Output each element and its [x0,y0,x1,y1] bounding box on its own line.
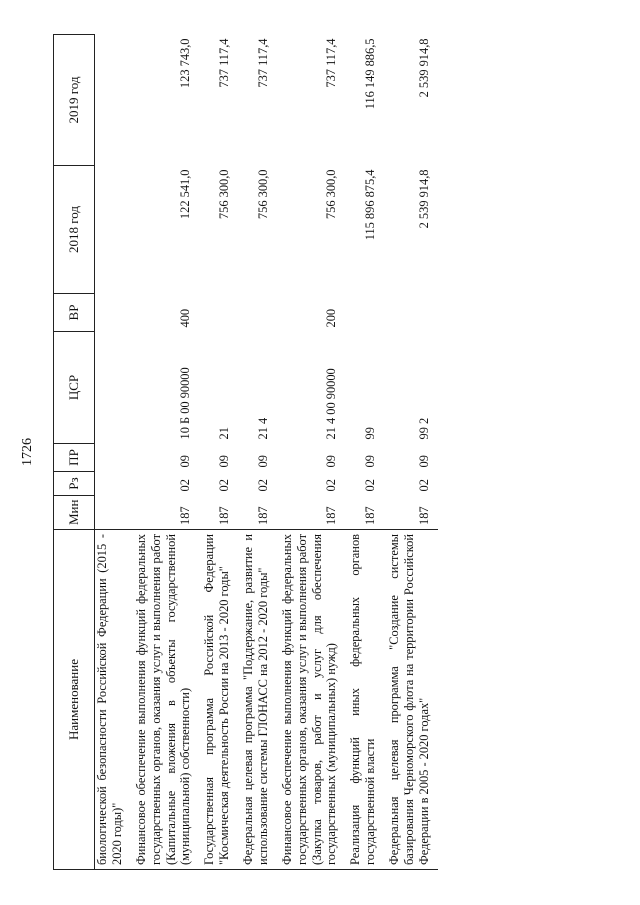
header-csr: ЦСР [54,332,95,444]
row-pr: 09 [324,455,339,468]
row-min [95,496,131,530]
row-rz: 02 [178,479,193,492]
table-row [277,35,346,870]
row-csr [95,332,131,444]
header-2018: 2018 год [54,166,95,294]
row-vr [95,294,131,332]
row-2018: 115 896 875,4 [363,169,378,241]
budget-table [53,34,438,870]
row-name: Федеральная целевая программа "Создание системы базирования Черноморского флота на территории Российской Федерации в 2005 - 2020 годах" [384,530,438,870]
row-2018: 756 300,0 [255,169,270,220]
row-name: Государственная программа Российской Федерации "Космическая деятельность России на 2013 - 2020 годы" [199,530,238,870]
header-rz: Рз [54,472,95,496]
row-pr: 09 [255,455,270,468]
header-2019: 2019 год [54,35,95,166]
table-row [384,35,438,870]
row-2019: 737 117,4 [255,38,270,88]
table-row [199,35,238,870]
row-name: Финансовое обеспечение выполнения функций федеральных государственных органов, оказания услуг и выполнения работ (Закупка товаров, работ и услуг для обеспечения государственных (муниципальных) нужд) [277,530,346,870]
row-min: 187 [324,506,339,525]
row-csr: 99 2 [416,417,431,440]
header-min: Мин [54,496,95,530]
row-csr: 99 [363,427,378,440]
row-vr [199,294,238,332]
row-min: 187 [416,506,431,525]
header-pr: ПР [54,444,95,472]
page-number: 1726 [20,438,35,466]
row-min: 187 [178,506,193,525]
row-rz: 02 [416,479,431,492]
row-2019 [95,35,131,166]
row-2018: 122 541,0 [178,169,193,220]
row-min: 187 [217,506,232,525]
table-header-row [54,35,95,870]
row-2018: 756 300,0 [217,169,232,220]
row-csr: 21 [217,427,232,440]
row-2019: 737 117,4 [217,38,232,88]
table-row [95,35,131,870]
row-rz: 02 [324,479,339,492]
table-row [238,35,277,870]
row-min: 187 [255,506,270,525]
row-rz: 02 [255,479,270,492]
row-rz: 02 [217,479,232,492]
row-2018: 756 300,0 [324,169,339,220]
row-vr [345,294,384,332]
row-pr: 09 [217,455,232,468]
row-2019: 123 743,0 [178,38,193,89]
row-name: Федеральная целевая программа "Поддержание, развитие и использование системы ГЛОНАСС на 2012 - 2020 годы" [238,530,277,870]
row-2019: 737 117,4 [324,38,339,88]
row-min: 187 [363,506,378,525]
row-pr: 09 [178,455,193,468]
row-2019: 116 149 886,5 [363,38,378,110]
row-2018: 2 539 914,8 [416,169,431,229]
rotated-page [53,35,613,870]
row-csr: 21 4 00 90000 [324,368,339,440]
row-vr [384,294,438,332]
row-rz [95,472,131,496]
row-pr [95,444,131,472]
row-vr: 200 [324,308,339,328]
row-2018 [95,166,131,294]
row-name: Финансовое обеспечение выполнения функций федеральных государственных органов, оказания услуг и выполнения работ (Капитальные вложения в объекты государственной (муниципальной) собственности) [131,530,200,870]
table-row [345,35,384,870]
row-vr: 400 [178,308,193,328]
row-name: биологической безопасности Российской Федерации (2015 - 2020 годы)" [95,530,131,870]
row-pr: 09 [363,455,378,468]
header-vr: ВР [54,294,95,332]
row-pr: 09 [416,455,431,468]
row-rz: 02 [363,479,378,492]
row-csr: 21 4 [255,417,270,440]
row-name: Реализация функций иных федеральных органов государственной власти [345,530,384,870]
row-csr: 10 Б 00 90000 [178,367,193,440]
row-vr [238,294,277,332]
row-2019: 2 539 914,8 [416,38,431,98]
table-row [131,35,200,870]
header-name: Наименование [54,530,95,870]
